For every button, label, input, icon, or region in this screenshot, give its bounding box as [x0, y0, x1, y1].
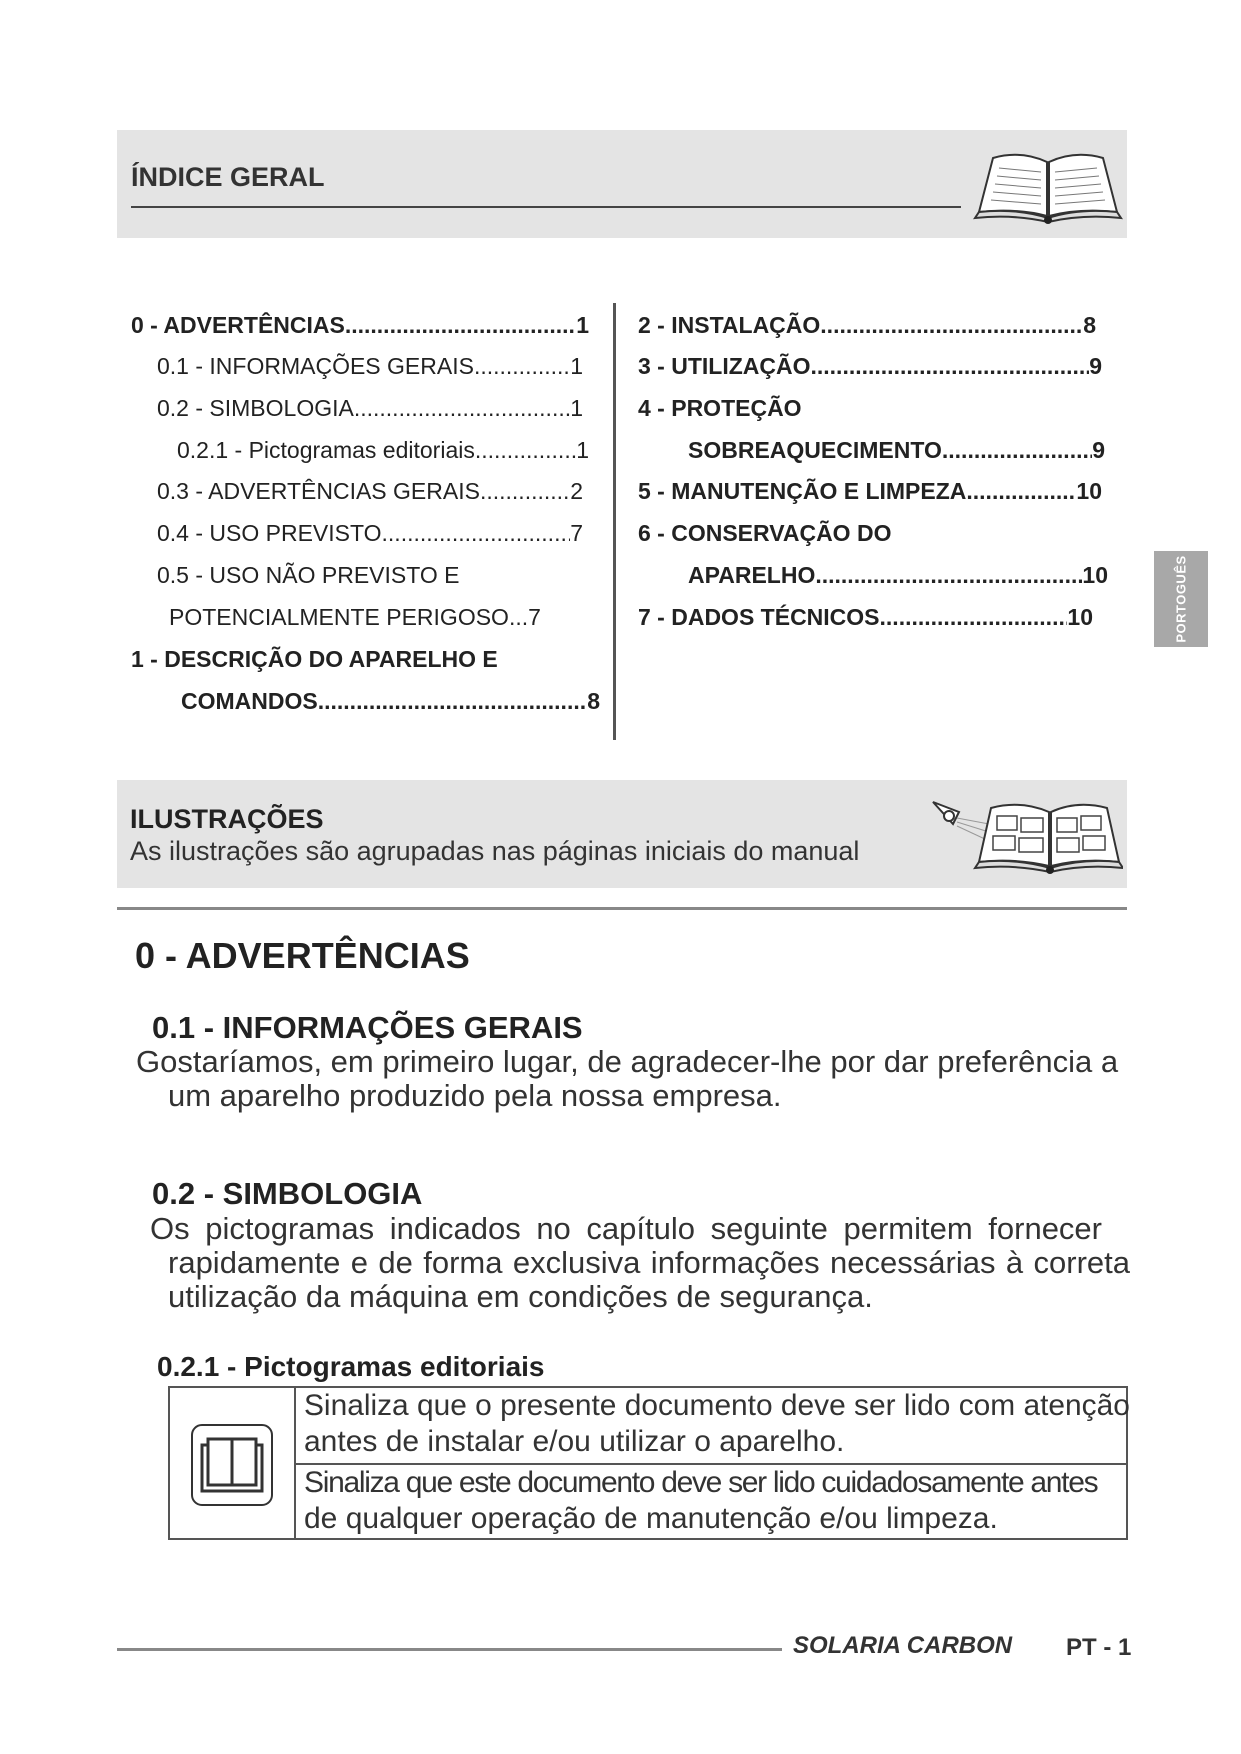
- toc-entry-label: 5 - MANUTENÇÃO E LIMPEZA: [638, 478, 967, 504]
- toc-entry[interactable]: [638, 312, 1096, 339]
- toc-entry-page: 1: [576, 437, 589, 463]
- pictogram-row: [296, 1388, 1130, 1465]
- section-0-1-heading: 0.1 - INFORMAÇÕES GERAIS: [152, 1010, 583, 1045]
- toc-entry-page: 1: [570, 395, 583, 421]
- toc-entry[interactable]: 1 - DESCRIÇÃO DO APARELHO E: [131, 646, 498, 672]
- paragraph-line: utilização da máquina em condições de segurança.: [168, 1279, 873, 1314]
- toc-entry[interactable]: 0.5 - USO NÃO PREVISTO E: [157, 562, 460, 588]
- section-0-2-heading: 0.2 - SIMBOLOGIA: [152, 1176, 423, 1211]
- toc-entry[interactable]: [638, 604, 1093, 631]
- illustrations-band: [117, 780, 1127, 888]
- toc-entry-page: 10: [1067, 604, 1093, 630]
- toc-entry-label: COMANDOS: [181, 688, 318, 714]
- toc-entry-page: 1: [570, 353, 583, 379]
- toc-entry-label: APARELHO: [688, 562, 816, 588]
- paragraph-line: rapidamente e de forma exclusiva informações necessárias à correta: [168, 1245, 1130, 1280]
- toc-entry-continuation[interactable]: POTENCIALMENTE PERIGOSO...7: [169, 604, 541, 630]
- index-title: ÍNDICE GERAL: [131, 162, 325, 192]
- pictogram-row: [296, 1465, 1126, 1538]
- toc-entry[interactable]: 4 - PROTEÇÃO: [638, 395, 802, 421]
- illustrations-title: ILUSTRAÇÕES: [130, 804, 324, 834]
- illustrations-text: As ilustrações são agrupadas nas páginas iniciais do manual: [130, 836, 860, 866]
- footer-page-number: PT - 1: [1066, 1634, 1132, 1661]
- toc-entry-page: 9: [1092, 437, 1105, 463]
- illustrated-book-icon: [927, 794, 1123, 874]
- toc-entry-label: 0.3 - ADVERTÊNCIAS GERAIS: [157, 478, 480, 504]
- pictogram-description-line: antes de instalar e/ou utilizar o aparelho.: [304, 1425, 845, 1458]
- read-manual-icon: [190, 1423, 274, 1507]
- toc-entry-label: 0 - ADVERTÊNCIAS: [131, 312, 345, 338]
- toc-entry-page: 7: [570, 520, 583, 546]
- toc-entry-continuation[interactable]: [688, 562, 1108, 589]
- toc-entry-page: 8: [587, 688, 600, 714]
- footer-brand: SOLARIA CARBON: [793, 1632, 1013, 1659]
- toc-entry-label: 2 - INSTALAÇÃO: [638, 312, 821, 338]
- section-0-1-paragraph: [136, 1044, 1119, 1113]
- footer-rule: [117, 1648, 782, 1651]
- paragraph-line: Gostaríamos, em primeiro lugar, de agradecer-lhe por dar preferência a: [136, 1044, 1119, 1079]
- toc-entry-page: 9: [1089, 353, 1102, 379]
- toc-entry[interactable]: [177, 437, 589, 464]
- index-title-rule: [131, 206, 961, 208]
- toc-entry-label: 3 - UTILIZAÇÃO: [638, 353, 811, 379]
- pictogram-description-line: Sinaliza que este documento deve ser lido cuidadosamente antes: [304, 1466, 1098, 1499]
- section-0-2-1-heading: 0.2.1 - Pictogramas editoriais: [157, 1351, 545, 1382]
- toc-entry-label: 0.2 - SIMBOLOGIA: [157, 395, 354, 421]
- illustrations-rule: [117, 907, 1127, 910]
- toc-entry-page: 10: [1082, 562, 1108, 588]
- toc-entry[interactable]: [181, 688, 600, 715]
- toc-entry-page: 10: [1076, 478, 1102, 504]
- toc-entry[interactable]: [638, 353, 1102, 380]
- index-header-band: [117, 130, 1127, 238]
- toc-entry[interactable]: [157, 395, 583, 422]
- toc-entry-label: SOBREAQUECIMENTO: [688, 437, 942, 463]
- toc-entry-continuation[interactable]: [688, 437, 1105, 464]
- section-0-heading: 0 - ADVERTÊNCIAS: [135, 935, 470, 976]
- toc-entry-label: 0.2.1 - Pictogramas editoriais: [177, 437, 475, 463]
- open-book-icon: [973, 142, 1123, 224]
- toc-entry-page: 2: [570, 478, 583, 504]
- toc-entry-page: 8: [1083, 312, 1096, 338]
- toc-entry[interactable]: [131, 312, 589, 339]
- paragraph-line: um aparelho produzido pela nossa empresa.: [168, 1078, 782, 1113]
- toc-entry[interactable]: [157, 353, 583, 380]
- toc-column-divider: [613, 303, 616, 740]
- language-side-tab: [1154, 551, 1208, 647]
- toc-entry[interactable]: [638, 478, 1102, 505]
- paragraph-line: Os pictogramas indicados no capítulo seguinte permitem fornecer: [150, 1211, 1102, 1246]
- toc-entry[interactable]: 6 - CONSERVAÇÃO DO: [638, 520, 892, 546]
- toc-entry-page: 1: [576, 312, 589, 338]
- toc-entry-label: 0.1 - INFORMAÇÕES GERAIS: [157, 353, 474, 379]
- toc-entry[interactable]: [157, 478, 583, 505]
- pictogram-icon-cell: [170, 1388, 296, 1538]
- toc-entry[interactable]: [157, 520, 583, 547]
- toc-entry-label: 7 - DADOS TÉCNICOS: [638, 604, 880, 630]
- pictogram-table: [168, 1386, 1128, 1540]
- pictogram-description-line: de qualquer operação de manutenção e/ou limpeza.: [304, 1502, 998, 1535]
- toc-entry-label: 0.4 - USO PREVISTO: [157, 520, 382, 546]
- pictogram-description-line: Sinaliza que o presente documento deve ser lido com atenção: [304, 1389, 1130, 1422]
- language-tab-label: PORTOGUÊS: [1173, 555, 1189, 643]
- section-0-2-paragraph: [150, 1212, 1130, 1314]
